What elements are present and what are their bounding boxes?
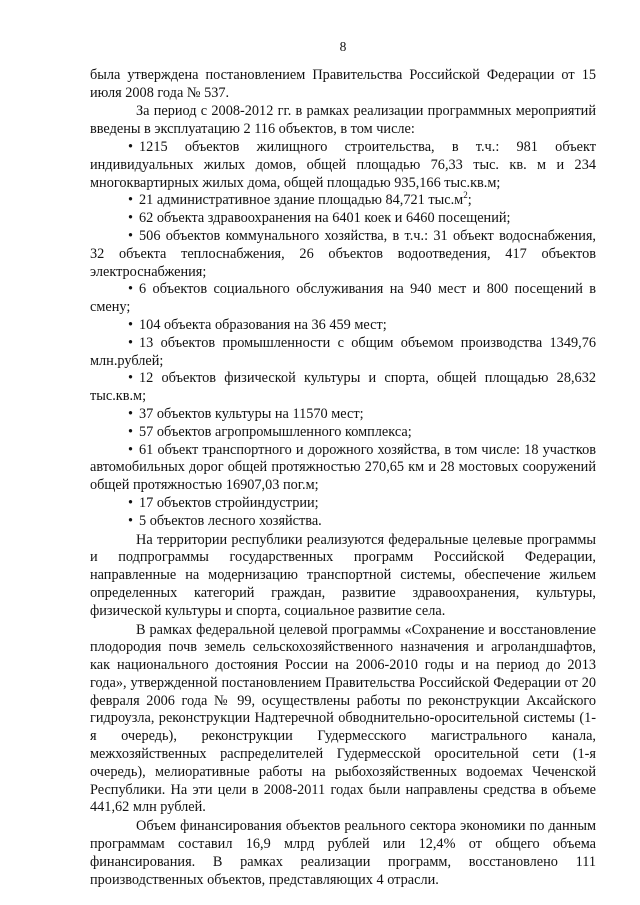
paragraph-period-summary: За период с 2008-2012 гг. в рамках реализации программных мероприятий введены в эксплуатацию 2 116 объектов, в том числе: [90,103,596,138]
list-item: • 1215 объектов жилищного строительства, в т.ч.: 981 объект индивидуальных жилых домов, общей площадью 76,33 тыс. кв. м и 234 многоквартирных жилых дома, общей площадью 935,166 тыс.кв.м; [90,138,596,191]
bullet-icon: • [128,192,134,209]
list-item: • 37 объектов культуры на 11570 мест; [128,405,364,422]
list-item: • 12 объектов физической культуры и спорта, общей площадью 28,632 тыс.кв.м; [90,370,596,405]
list-item: • 104 объекта образования на 36 459 мест; [128,316,387,333]
bullet-icon: • [128,316,134,333]
bullet-icon: • [128,334,134,351]
bullet-icon: • [128,494,134,511]
list-item: • 57 объектов агропромышленного комплекса; [128,423,412,440]
bullet-icon: • [128,227,134,244]
bullet-icon: • [128,405,134,422]
paragraph-intro-continuation: была утверждена постановлением Правительства Российской Федерации от 15 июля 2008 года № 537. [90,66,596,101]
bullet-icon: • [128,210,134,227]
list-item: • 13 объектов промышленности с общим объемом производства 1349,76 млн.рублей; [90,334,596,369]
bullet-icon: • [128,423,134,440]
paragraph-federal-programs: На территории республики реализуются федеральные целевые программы и подпрограммы государственных программ Российской Федерации, направленные на модернизацию транспортной системы, обеспечение жильем определенных категорий граждан, развитие здравоохранения, культуры, физической культуры и спорта, социальное развитие села. [90,531,596,619]
bullet-icon: • [128,441,134,458]
list-item: • 6 объектов социального обслуживания на 940 мест и 800 посещений в смену; [90,281,596,316]
bullet-icon: • [128,138,134,155]
list-item: • 61 объект транспортного и дорожного хозяйства, в том числе: 18 участков автомобильных дорог общей протяжностью 270,65 км и 28 мостовых сооружений общей протяжностью 16907,03 пог.м; [90,441,596,494]
paragraph-soil-program: В рамках федеральной целевой программы «Сохранение и восстановление плодородия почв земель сельскохозяйственного назначения и агроландшафтов, как национального достояния России на 2006-2010 годы и на период до 2013 года», утвержденной постановлением Правительства Российской Федерации от 20 февраля 2006 года № 99, осуществлены работы по реконструкции Аксайского гидроузла, реконструкции Надтеречной обводнительно-оросительной системы (1-я очередь), реконструкции Гудермесского магистрального канала, межхозяйственных распределителей Гудермесской оросительной сети (1-я очередь), мелиоративные работы на рыбохозяйственных водоемах Чеченской Республики. На эти цели в 2008-2011 годах были направлены средства в объеме 441,62 млн рублей. [90,621,596,816]
bullet-icon: • [128,281,134,298]
bullet-icon: • [128,370,134,387]
list-item: • 506 объектов коммунального хозяйства, в т.ч.: 31 объект водоснабжения, 32 объекта теплоснабжения, 26 объектов водоотведения, 417 объектов электроснабжения; [90,227,596,280]
list-item: • 5 объектов лесного хозяйства. [128,512,322,529]
page-number: 8 [339,39,347,54]
bullet-icon: • [128,512,134,529]
list-item: • 17 объектов стройиндустрии; [128,494,319,511]
list-item: • 62 объекта здравоохранения на 6401 коек и 6460 посещений; [128,210,511,227]
list-item: • 21 административное здание площадью 84,721 $тыс.м^2$; [128,190,472,209]
paragraph-financing: Объем финансирования объектов реального сектора экономики по данным программам составил 16,9 млрд рублей или 12,4% от общего объема финансирования. В рамках реализации программ, восстановлено 111 производственных объектов, представляющих 4 отрасли. [90,818,596,888]
